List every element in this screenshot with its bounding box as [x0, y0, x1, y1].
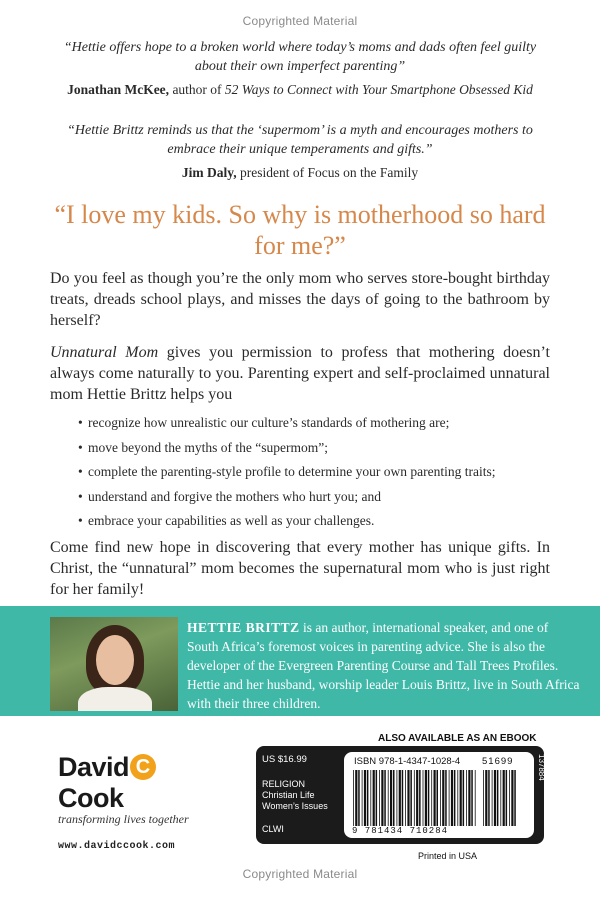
barcode-block — [256, 746, 544, 844]
author-bio-text — [187, 618, 582, 713]
copyright-watermark-bottom: Copyrighted Material — [242, 867, 358, 881]
price-supplement: 51699 — [482, 756, 514, 767]
list-item: • understand and forgive the mothers who hurt you; and — [78, 488, 558, 506]
logo-word-david: David — [58, 752, 130, 782]
endorser-name: Jonathan McKee, — [67, 82, 170, 97]
intro-paragraph: Do you feel as though you’re the only mom who serves store-bought birthday treats, dreads school plays, and misses the days of going to the bathroom by herself? — [50, 270, 550, 329]
endorsement-quote: “Hettie offers hope to a broken world where today’s moms and dads often feel guilty about their own imperfect parenting” — [63, 40, 537, 74]
printed-in: Printed in USA — [418, 851, 478, 861]
barcode-panel — [344, 752, 534, 838]
closing-paragraph: Come find new hope in discovering that every mother has unique gifts. In Christ, the “unnatural” mom becomes the supernatural mom who is just right for her family! — [50, 539, 550, 598]
author-name: HETTIE BRITTZ — [187, 620, 300, 635]
ebook-note: ALSO AVAILABLE AS AN EBOOK — [378, 733, 537, 744]
ean-barcode-icon — [352, 770, 476, 826]
publisher-url: www.davidccook.com — [58, 841, 176, 852]
headline-quote: “I love my kids. So why is motherhood so hard for me?” — [54, 200, 546, 260]
category-label: Christian Life — [262, 790, 315, 800]
publisher-tagline: transforming lives together — [58, 812, 189, 826]
category-list — [262, 779, 342, 812]
endorsement-quote: “Hettie Brittz reminds us that the ‘supermom’ is a myth and encourages mothers to embrace their unique temperaments and gifts.” — [67, 123, 533, 157]
category-label: Women’s Issues — [262, 801, 328, 811]
list-item: • move beyond the myths of the “supermom”; — [78, 439, 558, 457]
supplement-barcode-icon — [482, 770, 518, 826]
author-bio-band — [0, 606, 600, 716]
author-bio: is an author, international speaker, and one of South Africa’s foremost voices in parenting advice. She is also the developer of the Evergreen Parenting Course and Tall Trees Profiles. Hettie and her husband, worship leader Louis Brittz, live in South Africa with their three children. — [187, 620, 580, 711]
book-title: Unnatural Mom — [50, 344, 159, 361]
description-paragraph — [50, 342, 550, 405]
list-item: • embrace your capabilities as well as your challenges. — [78, 512, 558, 530]
list-item: • complete the parenting-style profile to determine your own parenting traits; — [78, 463, 558, 481]
endorser-role: author of — [169, 82, 225, 97]
side-code: 137884 — [537, 754, 546, 781]
price: US $16.99 — [262, 754, 307, 765]
endorsement-1 — [60, 38, 540, 99]
logo-word-cook: Cook — [58, 783, 124, 813]
ean-digits: 9 781434 710284 — [352, 826, 449, 836]
category-code: CLWI — [262, 824, 284, 834]
endorser-role: president of Focus on the Family — [236, 165, 419, 180]
price-category-panel — [262, 754, 342, 835]
endorser-name: Jim Daly, — [181, 165, 237, 180]
publisher-logo — [58, 752, 218, 852]
benefits-list — [78, 414, 558, 537]
endorsement-attribution — [60, 163, 540, 182]
isbn-text: ISBN 978-1-4347-1028-4 — [354, 756, 461, 767]
logo-c-icon: C — [130, 754, 156, 780]
endorsement-2 — [60, 121, 540, 182]
author-photo — [50, 617, 178, 711]
description-text: gives you permission to profess that mothering doesn’t always come naturally to you. Parenting expert and self-proclaimed unnatural mom Hettie Brittz helps you — [50, 344, 550, 403]
list-item: • recognize how unrealistic our culture’s standards of mothering are; — [78, 414, 558, 432]
endorser-work: 52 Ways to Connect with Your Smartphone Obsessed Kid — [224, 82, 533, 97]
category-label: RELIGION — [262, 779, 306, 789]
copyright-watermark-top: Copyrighted Material — [242, 14, 358, 28]
endorsement-attribution — [60, 80, 540, 99]
